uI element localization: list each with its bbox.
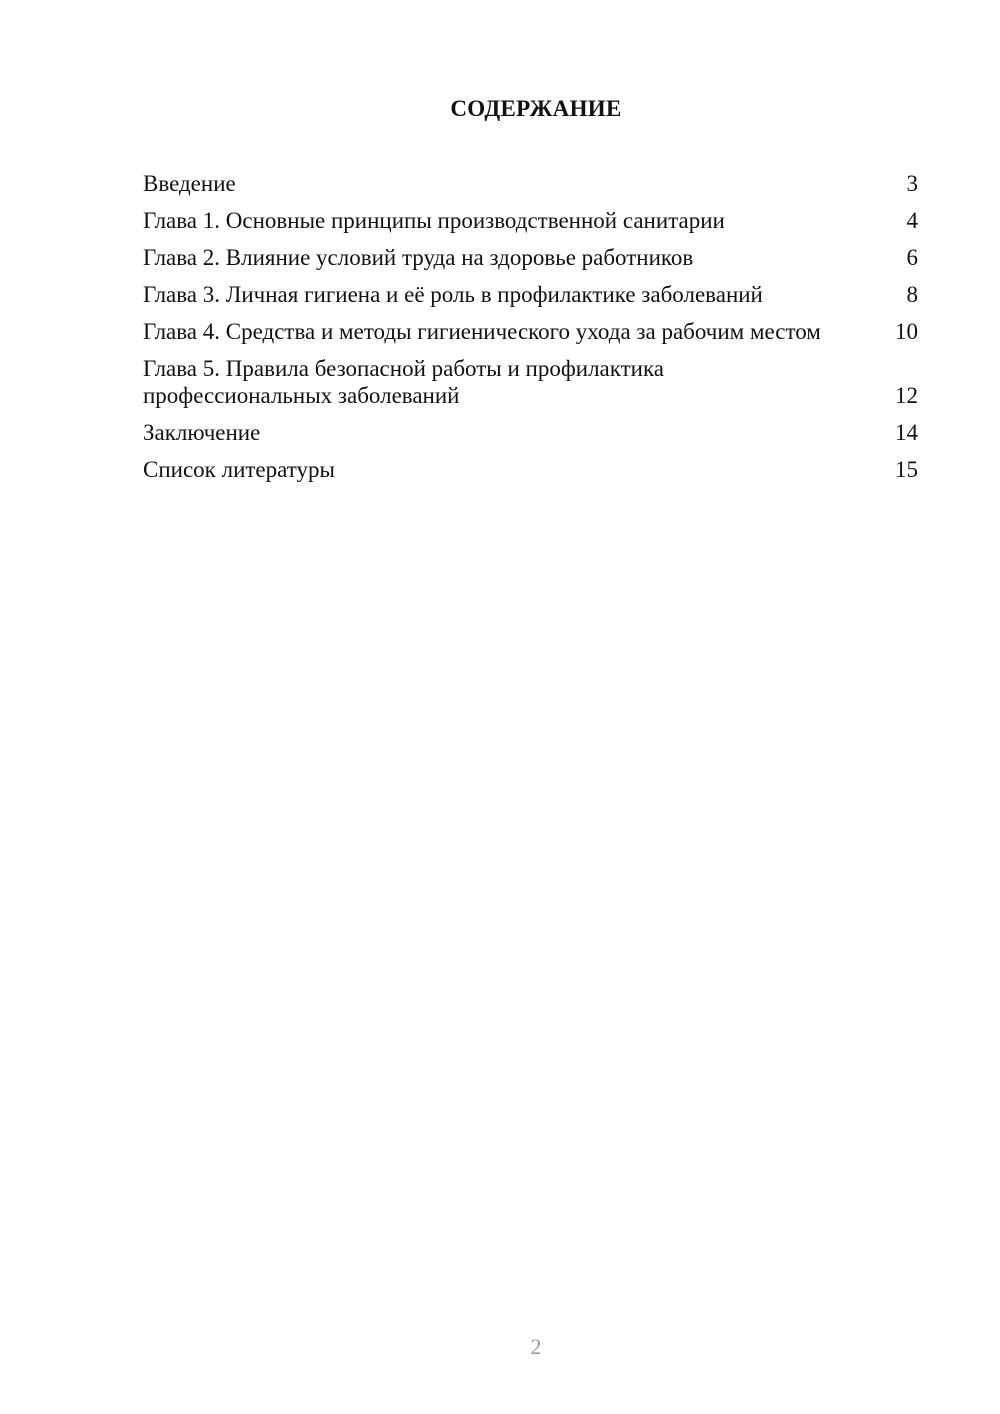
toc-entry-label: Введение: [143, 171, 236, 196]
toc-entry-label: Глава 1. Основные принципы производственной санитарии: [143, 208, 725, 233]
toc-entry-page: 8: [906, 282, 918, 307]
toc-entry-chapter-1[interactable]: [143, 207, 918, 234]
toc-entry-label: Глава 3. Личная гигиена и её роль в профилактике заболеваний: [143, 282, 763, 307]
toc-entry-chapter-5[interactable]: [143, 355, 918, 409]
toc-entry-page: 10: [895, 319, 918, 344]
toc-entry-page: 6: [906, 245, 918, 270]
toc-entry-chapter-3[interactable]: [143, 281, 918, 308]
toc-entry-chapter-2[interactable]: [143, 244, 918, 271]
toc-entry-label: Глава 4. Средства и методы гигиенического ухода за рабочим местом: [143, 319, 821, 344]
toc-entry-chapter-4[interactable]: [143, 318, 918, 345]
toc-entry-references[interactable]: [143, 456, 918, 483]
toc-entry-page: 3: [906, 171, 918, 196]
toc-entry-page: 12: [895, 383, 918, 408]
toc-entry-page: 4: [906, 208, 918, 233]
toc-entry-label: Глава 2. Влияние условий труда на здоровье работников: [143, 245, 694, 270]
toc-entry-label: Заключение: [143, 420, 261, 445]
toc-entry-page: 14: [895, 420, 918, 445]
toc-list: [143, 170, 918, 493]
toc-entry-page: 15: [895, 457, 918, 482]
page-number: 2: [530, 1334, 542, 1359]
toc-title: СОДЕРЖАНИЕ: [450, 96, 622, 121]
toc-entry-conclusion[interactable]: [143, 419, 918, 446]
toc-entry-label: Глава 5. Правила безопасной работы и профилактика профессиональных заболеваний: [143, 356, 665, 408]
toc-entry-introduction[interactable]: [143, 170, 918, 197]
toc-entry-label: Список литературы: [143, 457, 335, 482]
